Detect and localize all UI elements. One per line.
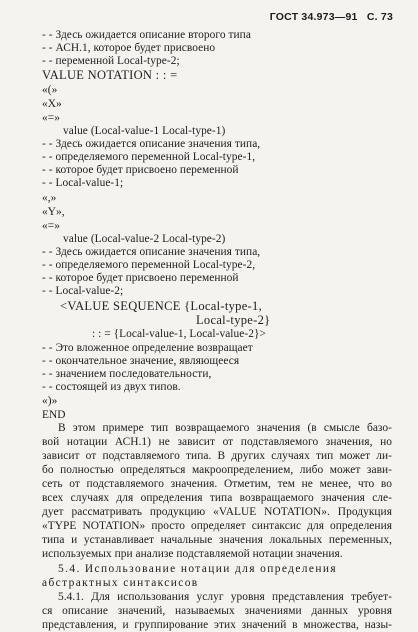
comment-line: - - значением последовательности, xyxy=(42,368,212,380)
value-notation-heading: VALUE NOTATION : : = xyxy=(42,68,178,82)
page-header xyxy=(270,11,393,23)
comment-line: - - Это вложенное определение возвращает xyxy=(42,342,253,354)
comment-line: - - переменной Local-type-2; xyxy=(42,55,180,67)
body-text-line: всех случаях для определения типа возвращаемого значения сле- xyxy=(42,492,392,504)
body-text-line: используемых при анализе подставляемой нотации значения. xyxy=(42,548,343,560)
body-text-line: дует рассматривать продукцию «VALUE NOTATION». Продукция xyxy=(42,506,392,518)
code-line: «Y», xyxy=(42,206,65,218)
code-line: «(» xyxy=(42,84,58,96)
body-text-line: зависит от подставляемого типа. В других случаях тип может ли- xyxy=(42,450,392,462)
code-line: «X» xyxy=(42,98,62,110)
body-text-line: В этом примере тип возвращаемого значения (в смысле базо- xyxy=(58,422,392,434)
code-line: value (Local-value-2 Local-type-2) xyxy=(63,233,226,245)
standard-number: ГОСТ 34.973—91 xyxy=(269,11,358,23)
body-text-line: типа и устанавливает начальные значения локальных переменных, xyxy=(42,534,392,546)
code-line: «=» xyxy=(42,112,60,124)
comment-line: - - которое будет присвоено переменной xyxy=(42,272,239,284)
comment-line: - - АСН.1, которое будет присвоено xyxy=(42,42,216,54)
code-line: «)» xyxy=(42,395,58,407)
comment-line: - - определяемого переменной Local-type-2, xyxy=(42,259,256,271)
comment-line: - - Local-value-2; xyxy=(42,285,124,297)
section-heading: абстрактных синтаксисов xyxy=(42,577,199,589)
body-text-line: ся описание значений, называемых значениями данных уровня xyxy=(42,605,392,617)
comment-line: - - Здесь ожидается описание второго типа xyxy=(42,29,251,41)
page-number: С. 73 xyxy=(366,11,393,23)
body-text-line: «TYPE NOTATION» просто определяет синтаксис для определения xyxy=(42,520,392,532)
section-heading: 5.4. Использование нотации для определения xyxy=(58,563,337,575)
code-line: : : = {Local-value-1, Local-value-2}> xyxy=(92,328,266,340)
code-line: «=» xyxy=(42,220,60,232)
comment-line: - - состоящей из двух типов. xyxy=(42,381,181,393)
body-text-line: сеть от подставляемого значения. Отметим, тем не менее, что во xyxy=(42,478,392,490)
body-text-line: вой нотации АСН.1) не зависит от подставляемого значения, но xyxy=(42,436,392,448)
code-line: END xyxy=(42,409,66,421)
comment-line: - - определяемого переменной Local-type-1, xyxy=(42,151,256,163)
code-line: Local-type-2} xyxy=(196,313,271,327)
body-text-line: представления, и группирование этих значений в множества, назы- xyxy=(42,619,392,631)
comment-line: - - Local-value-1; xyxy=(42,177,124,189)
code-line: <VALUE SEQUENCE {Local-type-1, xyxy=(60,299,262,313)
body-text-line: бо полностью определяться макроопределением, либо может зави- xyxy=(42,464,392,476)
comment-line: - - которое будет присвоено переменной xyxy=(42,164,239,176)
code-line: value (Local-value-1 Local-type-1) xyxy=(63,125,226,137)
comment-line: - - Здесь ожидается описание значения типа, xyxy=(42,138,261,150)
comment-line: - - окончательное значение, являющееся xyxy=(42,355,240,367)
comment-line: - - Здесь ожидается описание значения типа, xyxy=(42,246,261,258)
body-text-line: 5.4.1. Для использования услуг уровня представления требует- xyxy=(58,591,392,603)
code-line: «,» xyxy=(42,192,57,204)
